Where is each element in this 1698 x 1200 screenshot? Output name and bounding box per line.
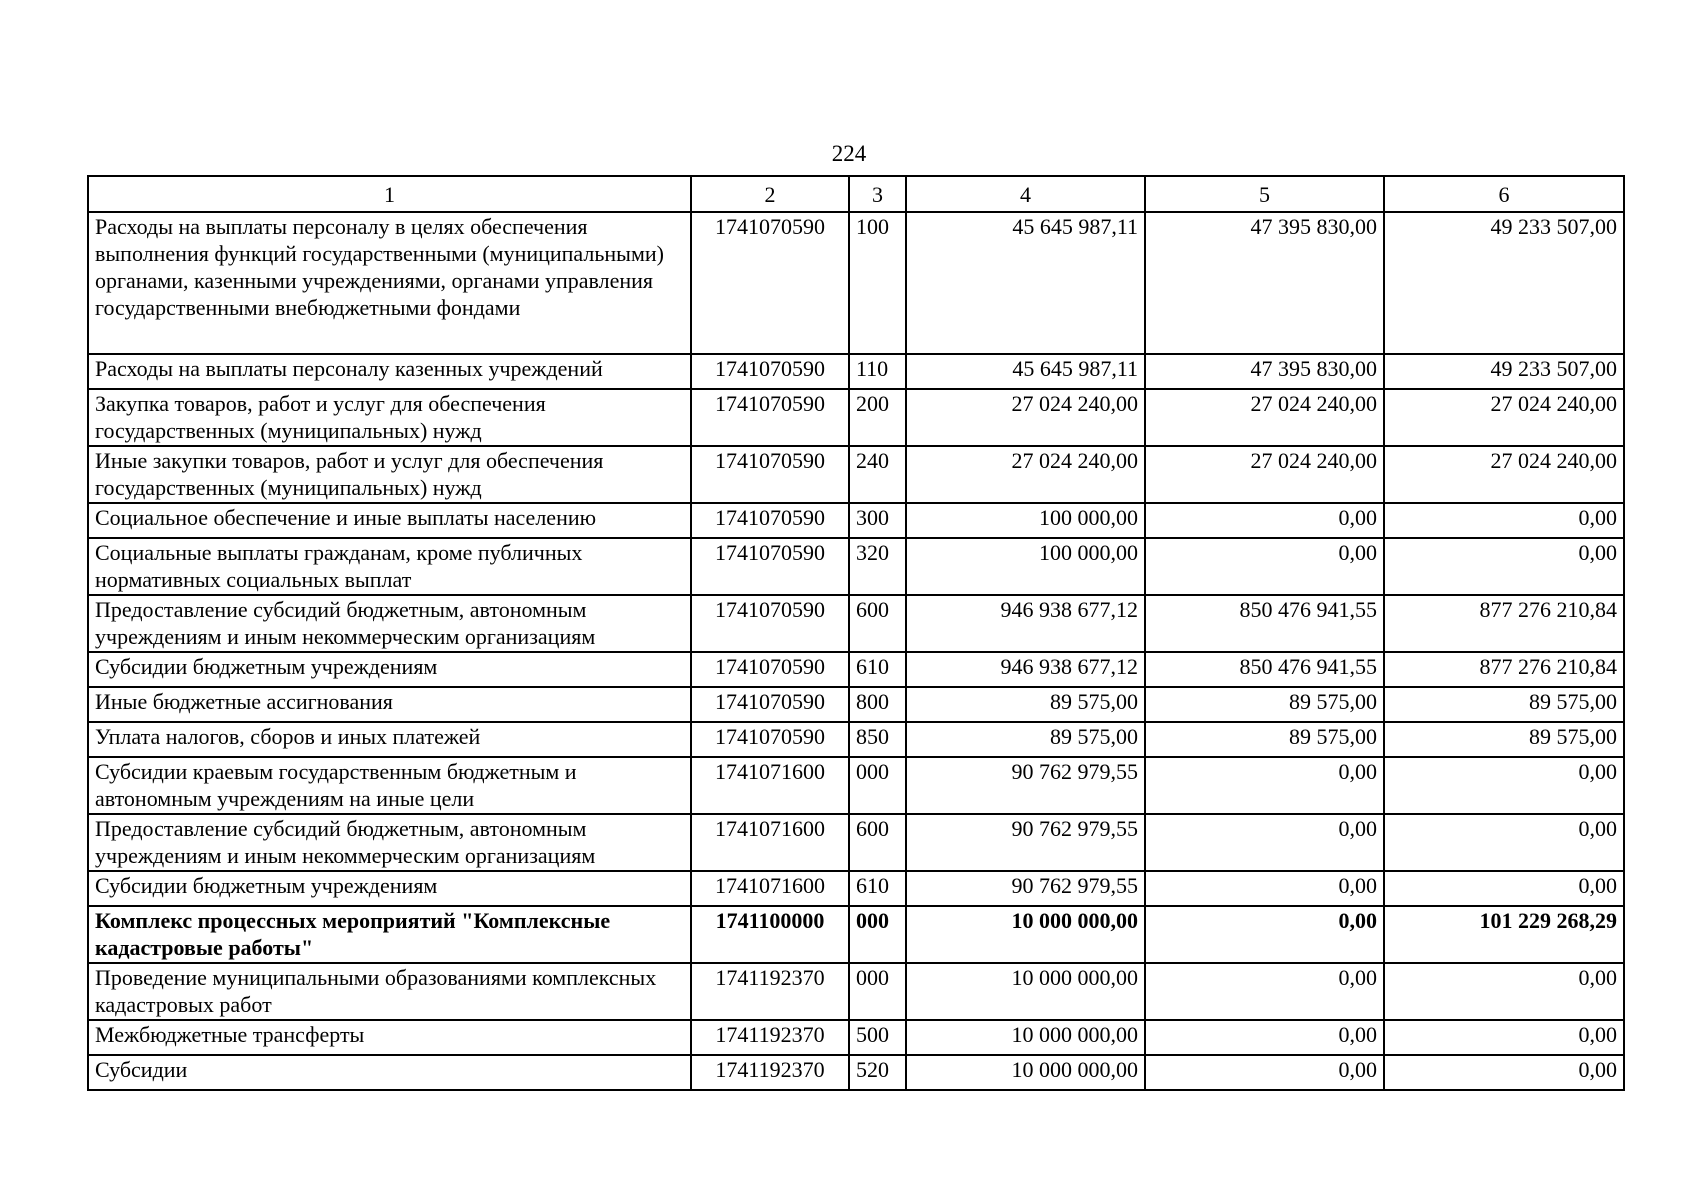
row-value-col5: 27 024 240,00 bbox=[1145, 389, 1384, 446]
row-expense-type: 000 bbox=[849, 757, 906, 814]
row-value-col4: 27 024 240,00 bbox=[906, 446, 1145, 503]
row-name: Предоставление субсидий бюджетным, автономным учреждениям и иным некоммерческим организациям bbox=[88, 814, 691, 871]
table-row bbox=[88, 389, 1624, 446]
row-value-col5: 0,00 bbox=[1145, 963, 1384, 1020]
header-col-3: 3 bbox=[849, 176, 906, 212]
row-code: 1741070590 bbox=[691, 687, 849, 722]
row-value-col6: 49 233 507,00 bbox=[1384, 354, 1624, 389]
table-row bbox=[88, 1055, 1624, 1090]
row-value-col4: 45 645 987,11 bbox=[906, 212, 1145, 354]
row-value-col5: 0,00 bbox=[1145, 503, 1384, 538]
page-number: 224 bbox=[831, 141, 867, 166]
table-row bbox=[88, 503, 1624, 538]
row-expense-type: 520 bbox=[849, 1055, 906, 1090]
row-value-col5: 0,00 bbox=[1145, 1020, 1384, 1055]
table-row bbox=[88, 814, 1624, 871]
row-code: 1741070590 bbox=[691, 538, 849, 595]
header-col-6: 6 bbox=[1384, 176, 1624, 212]
table-row bbox=[88, 595, 1624, 652]
row-code: 1741192370 bbox=[691, 963, 849, 1020]
table-row bbox=[88, 354, 1624, 389]
table-row bbox=[88, 538, 1624, 595]
row-value-col5: 0,00 bbox=[1145, 1055, 1384, 1090]
row-value-col4: 100 000,00 bbox=[906, 538, 1145, 595]
row-code: 1741100000 bbox=[691, 906, 849, 963]
row-code: 1741070590 bbox=[691, 503, 849, 538]
row-value-col4: 10 000 000,00 bbox=[906, 906, 1145, 963]
table-row bbox=[88, 687, 1624, 722]
row-code: 1741070590 bbox=[691, 389, 849, 446]
row-expense-type: 850 bbox=[849, 722, 906, 757]
row-code: 1741071600 bbox=[691, 757, 849, 814]
row-value-col4: 10 000 000,00 bbox=[906, 1020, 1145, 1055]
row-code: 1741192370 bbox=[691, 1055, 849, 1090]
row-value-col6: 877 276 210,84 bbox=[1384, 652, 1624, 687]
row-value-col6: 27 024 240,00 bbox=[1384, 446, 1624, 503]
row-value-col6: 89 575,00 bbox=[1384, 722, 1624, 757]
row-value-col5: 0,00 bbox=[1145, 757, 1384, 814]
row-code: 1741071600 bbox=[691, 871, 849, 906]
row-code: 1741070590 bbox=[691, 652, 849, 687]
row-name: Предоставление субсидий бюджетным, автономным учреждениям и иным некоммерческим организациям bbox=[88, 595, 691, 652]
row-value-col4: 90 762 979,55 bbox=[906, 814, 1145, 871]
table-row bbox=[88, 1020, 1624, 1055]
table-body bbox=[88, 212, 1624, 1090]
row-value-col5: 850 476 941,55 bbox=[1145, 652, 1384, 687]
row-name: Субсидии бюджетным учреждениям bbox=[88, 652, 691, 687]
header-col-2: 2 bbox=[691, 176, 849, 212]
row-code: 1741070590 bbox=[691, 446, 849, 503]
row-name: Иные бюджетные ассигнования bbox=[88, 687, 691, 722]
row-expense-type: 000 bbox=[849, 963, 906, 1020]
row-value-col4: 89 575,00 bbox=[906, 722, 1145, 757]
row-value-col5: 47 395 830,00 bbox=[1145, 354, 1384, 389]
row-value-col4: 90 762 979,55 bbox=[906, 871, 1145, 906]
row-code: 1741070590 bbox=[691, 595, 849, 652]
table-row bbox=[88, 722, 1624, 757]
row-value-col4: 27 024 240,00 bbox=[906, 389, 1145, 446]
row-expense-type: 110 bbox=[849, 354, 906, 389]
row-value-col4: 89 575,00 bbox=[906, 687, 1145, 722]
row-name: Субсидии bbox=[88, 1055, 691, 1090]
row-value-col5: 47 395 830,00 bbox=[1145, 212, 1384, 354]
row-value-col6: 101 229 268,29 bbox=[1384, 906, 1624, 963]
row-value-col6: 0,00 bbox=[1384, 538, 1624, 595]
row-value-col5: 0,00 bbox=[1145, 871, 1384, 906]
row-code: 1741071600 bbox=[691, 814, 849, 871]
table-row bbox=[88, 906, 1624, 963]
row-value-col6: 49 233 507,00 bbox=[1384, 212, 1624, 354]
header-col-4: 4 bbox=[906, 176, 1145, 212]
table-row bbox=[88, 446, 1624, 503]
row-value-col5: 850 476 941,55 bbox=[1145, 595, 1384, 652]
header-row bbox=[88, 176, 1624, 212]
row-value-col6: 0,00 bbox=[1384, 871, 1624, 906]
row-expense-type: 600 bbox=[849, 595, 906, 652]
row-value-col6: 0,00 bbox=[1384, 1020, 1624, 1055]
row-value-col5: 0,00 bbox=[1145, 538, 1384, 595]
row-name: Уплата налогов, сборов и иных платежей bbox=[88, 722, 691, 757]
row-expense-type: 240 bbox=[849, 446, 906, 503]
row-name: Расходы на выплаты персоналу казенных учреждений bbox=[88, 354, 691, 389]
row-value-col6: 0,00 bbox=[1384, 814, 1624, 871]
row-expense-type: 300 bbox=[849, 503, 906, 538]
row-name: Комплекс процессных мероприятий "Комплексные кадастровые работы" bbox=[88, 906, 691, 963]
row-value-col6: 0,00 bbox=[1384, 503, 1624, 538]
row-expense-type: 610 bbox=[849, 871, 906, 906]
row-value-col5: 27 024 240,00 bbox=[1145, 446, 1384, 503]
row-value-col4: 45 645 987,11 bbox=[906, 354, 1145, 389]
row-value-col5: 89 575,00 bbox=[1145, 722, 1384, 757]
table-row bbox=[88, 871, 1624, 906]
row-name: Закупка товаров, работ и услуг для обеспечения государственных (муниципальных) нужд bbox=[88, 389, 691, 446]
row-value-col6: 89 575,00 bbox=[1384, 687, 1624, 722]
row-value-col4: 90 762 979,55 bbox=[906, 757, 1145, 814]
row-name: Проведение муниципальными образованиями комплексных кадастровых работ bbox=[88, 963, 691, 1020]
row-expense-type: 320 bbox=[849, 538, 906, 595]
row-name: Социальные выплаты гражданам, кроме публичных нормативных социальных выплат bbox=[88, 538, 691, 595]
row-expense-type: 610 bbox=[849, 652, 906, 687]
row-value-col4: 10 000 000,00 bbox=[906, 1055, 1145, 1090]
row-value-col5: 0,00 bbox=[1145, 906, 1384, 963]
header-col-1: 1 bbox=[88, 176, 691, 212]
row-expense-type: 600 bbox=[849, 814, 906, 871]
row-value-col6: 0,00 bbox=[1384, 1055, 1624, 1090]
header-col-5: 5 bbox=[1145, 176, 1384, 212]
row-value-col6: 0,00 bbox=[1384, 963, 1624, 1020]
row-name: Иные закупки товаров, работ и услуг для обеспечения государственных (муниципальных) нужд bbox=[88, 446, 691, 503]
row-expense-type: 200 bbox=[849, 389, 906, 446]
table-header bbox=[88, 176, 1624, 212]
row-code: 1741070590 bbox=[691, 212, 849, 354]
row-value-col6: 0,00 bbox=[1384, 757, 1624, 814]
row-value-col5: 89 575,00 bbox=[1145, 687, 1384, 722]
row-name: Субсидии краевым государственным бюджетным и автономным учреждениям на иные цели bbox=[88, 757, 691, 814]
table-row bbox=[88, 212, 1624, 354]
row-code: 1741070590 bbox=[691, 722, 849, 757]
row-value-col5: 0,00 bbox=[1145, 814, 1384, 871]
row-value-col4: 100 000,00 bbox=[906, 503, 1145, 538]
row-code: 1741070590 bbox=[691, 354, 849, 389]
row-code: 1741192370 bbox=[691, 1020, 849, 1055]
table-row bbox=[88, 757, 1624, 814]
table-row bbox=[88, 652, 1624, 687]
row-expense-type: 800 bbox=[849, 687, 906, 722]
row-expense-type: 500 bbox=[849, 1020, 906, 1055]
row-value-col4: 10 000 000,00 bbox=[906, 963, 1145, 1020]
row-expense-type: 100 bbox=[849, 212, 906, 354]
row-value-col4: 946 938 677,12 bbox=[906, 595, 1145, 652]
row-value-col6: 877 276 210,84 bbox=[1384, 595, 1624, 652]
row-expense-type: 000 bbox=[849, 906, 906, 963]
row-name: Социальное обеспечение и иные выплаты населению bbox=[88, 503, 691, 538]
row-value-col4: 946 938 677,12 bbox=[906, 652, 1145, 687]
row-name: Расходы на выплаты персоналу в целях обеспечения выполнения функций государственными (муниципальными) органами, казенными учреждениями, органами управления государственными внебюджетными фондами bbox=[88, 212, 691, 354]
row-value-col6: 27 024 240,00 bbox=[1384, 389, 1624, 446]
table-row bbox=[88, 963, 1624, 1020]
row-name: Межбюджетные трансферты bbox=[88, 1020, 691, 1055]
budget-table bbox=[87, 175, 1625, 1091]
row-name: Субсидии бюджетным учреждениям bbox=[88, 871, 691, 906]
